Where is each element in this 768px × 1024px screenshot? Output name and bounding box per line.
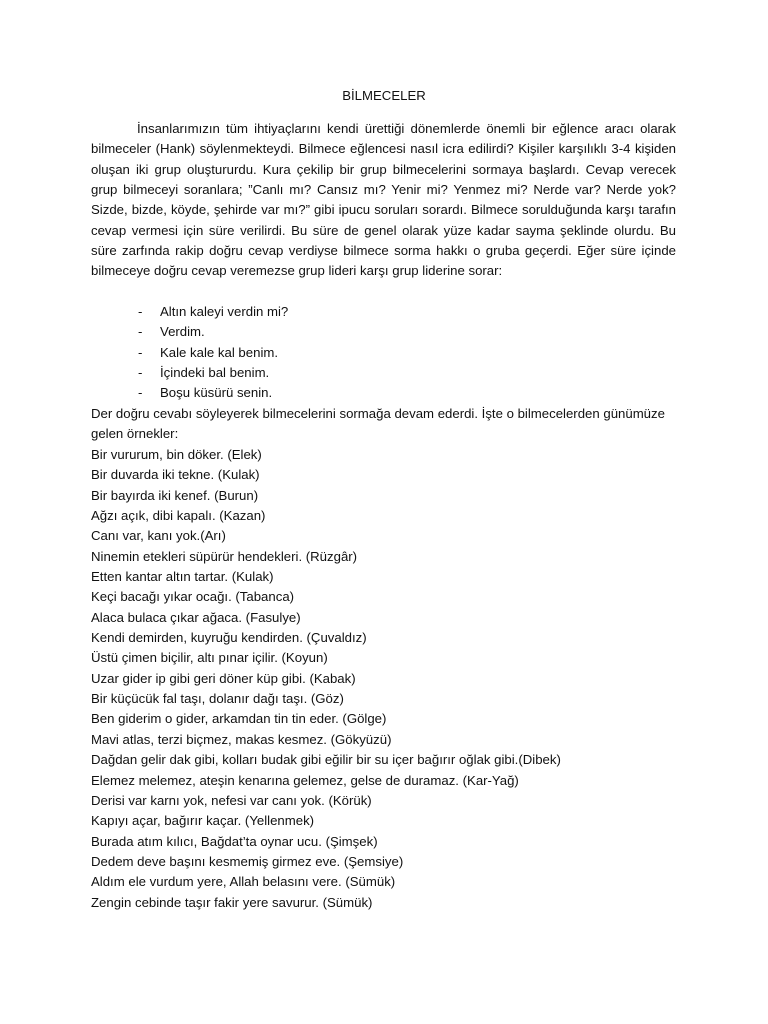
dash-marker: - xyxy=(138,324,143,340)
riddle-item: Mavi atlas, terzi biçmez, makas kesmez. (Gökyüzü) xyxy=(91,731,392,747)
riddle-item: Keçi bacağı yıkar ocağı. (Tabanca) xyxy=(91,589,295,605)
riddle-item: Ben giderim o gider, arkamdan tin tin eder. (Gölge) xyxy=(91,711,387,727)
riddle-list xyxy=(91,445,691,913)
riddle-item: Burada atım kılıcı, Bağdat’ta oynar ucu. (Şimşek) xyxy=(91,833,378,849)
riddle-item: Ağzı açık, dibi kapalı. (Kazan) xyxy=(91,508,266,524)
dash-marker: - xyxy=(138,365,143,381)
dash-marker: - xyxy=(138,385,143,401)
riddle-item: Etten kantar altın tartar. (Kulak) xyxy=(91,569,274,585)
page-title: BİLMECELER xyxy=(342,88,426,103)
intro-paragraph: İnsanlarımızın tüm ihtiyaçlarını kendi ürettiği dönemlerde önemli bir eğlence aracı olarak bilmeceler (Hank) söylenmekteydi. Bilmece eğlencesi nasıl icra edilirdi? Kişiler karşılıklı 3-4 kişiden oluşan iki grup oluştururdu. Kura çekilip bir grup bilmecelerini sormaya başlardı. Cevap verecek grup bilmeceyi soranlara; ”Canlı mı? Cansız mı? Yenir mi? Yenmez mi? Nerde var? Nerde yok? Sizde, bizde, köyde, şehirde var mı?” gibi ipucu soruları sorardı. Bilmece sorulduğunda karşı tarafın cevap vermesi için süre verilirdi. Bu süre de genel olarak yüze kadar sayma şeklinde olurdu. Bu süre zarfında rakip doğru cevap verdiyse bilmece sorma hakkı o gruba geçerdi. Eğer süre içinde bilmeceye doğru cevap veremezse grup lideri karşı grup liderine sorar: xyxy=(91,121,676,279)
dialogue-line: - Kale kale kal benim. xyxy=(91,343,676,363)
riddle-item: Üstü çimen biçilir, altı pınar içilir. (Koyun) xyxy=(91,650,328,666)
riddle-item: Kapıyı açar, bağırır kaçar. (Yellenmek) xyxy=(91,813,315,829)
dialogue-line: - Boşu küsürü senin. xyxy=(91,383,676,403)
dialogue-line: - Verdim. xyxy=(91,322,676,342)
dialogue-line: - İçindeki bal benim. xyxy=(91,363,676,383)
dialogue-line: - Altın kaleyi verdin mi? xyxy=(91,302,676,322)
dialogue-list xyxy=(91,302,676,404)
riddle-item: Bir vururum, bin döker. (Elek) xyxy=(91,447,262,462)
riddle-item: Ninemin etekleri süpürür hendekleri. (Rüzgâr) xyxy=(91,548,358,564)
riddle-item: Canı var, kanı yok.(Arı) xyxy=(91,528,226,544)
dash-marker: - xyxy=(138,304,143,319)
riddle-item: Alaca bulaca çıkar ağaca. (Fasulye) xyxy=(91,609,301,625)
riddle-item: Aldım ele vurdum yere, Allah belasını vere. (Sümük) xyxy=(91,874,396,890)
riddle-item: Bir küçücük fal taşı, dolanır dağı taşı. (Göz) xyxy=(91,691,344,707)
outro-paragraph: Der doğru cevabı söyleyerek bilmecelerini sormağa devam ederdi. İşte o bilmecelerden günümüze gelen örnekler: xyxy=(91,406,665,442)
riddle-item: Dedem deve başını kesmemiş girmez eve. (Şemsiye) xyxy=(91,853,404,869)
riddle-item: Bir bayırda iki kenef. (Burun) xyxy=(91,487,259,503)
riddle-item: Bir duvarda iki tekne. (Kulak) xyxy=(91,467,260,483)
riddle-item: Dağdan gelir dak gibi, kolları budak gibi eğilir bir su içer bağırır oğlak gibi.(Dibek) xyxy=(91,752,561,768)
riddle-item: Derisi var karnı yok, nefesi var canı yok. (Körük) xyxy=(91,792,372,808)
riddle-item: Uzar gider ip gibi geri döner küp gibi. (Kabak) xyxy=(91,670,356,686)
riddle-item: Elemez melemez, ateşin kenarına gelemez, gelse de duramaz. (Kar-Yağ) xyxy=(91,772,519,788)
riddle-item: Zengin cebinde taşır fakir yere savurur. (Sümük) xyxy=(91,894,373,910)
riddle-item: Kendi demirden, kuyruğu kendirden. (Çuvaldız) xyxy=(91,630,367,646)
dash-marker: - xyxy=(138,344,143,360)
